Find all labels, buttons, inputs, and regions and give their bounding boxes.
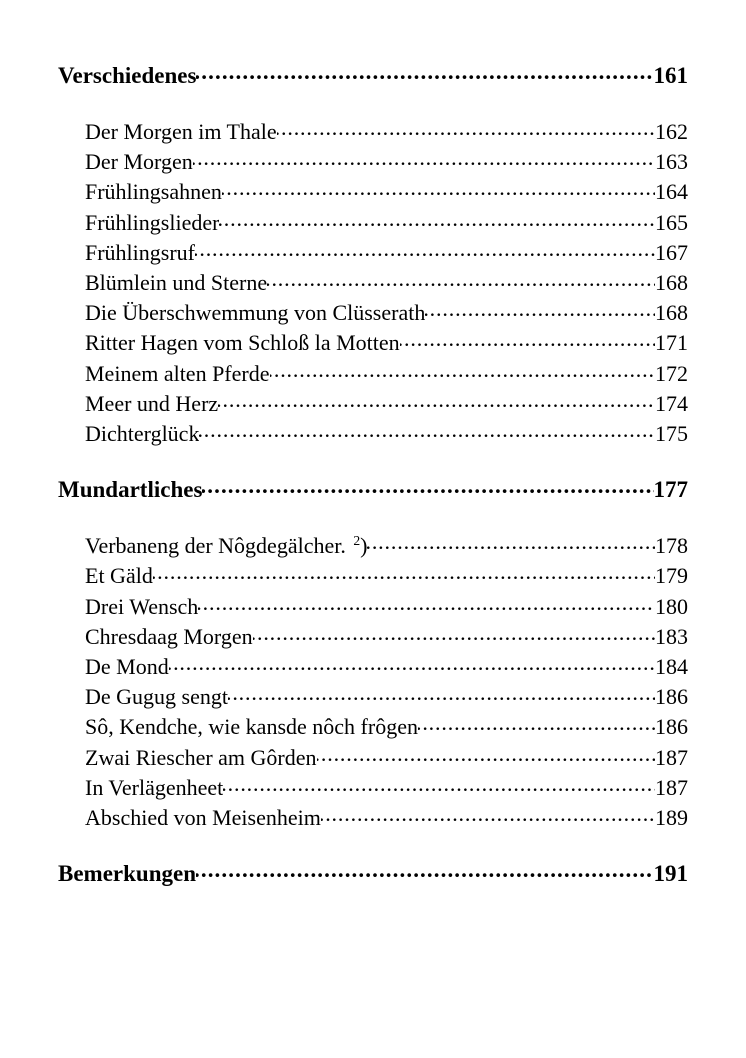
entry-title: Die Überschwemmung von Clüsserath [85,300,426,326]
entry-page-number: 186 [655,714,688,740]
dot-leader [222,177,655,199]
toc-section-1[interactable] [58,60,688,91]
toc-entry-row[interactable] [85,743,688,773]
dot-leader [400,328,655,350]
table-of-contents [58,60,688,889]
entry-page-number: 178 [655,533,688,559]
toc-entry-row[interactable] [85,298,688,328]
toc-entry-row[interactable] [85,419,688,449]
entry-title: In Verlägenheet [85,774,224,800]
entry-title: Frühlingsahnen [85,179,222,205]
entry-page-number: 171 [655,330,688,356]
entry-title: Chresdaag Morgen [85,623,253,649]
toc-entry-row[interactable] [85,328,688,358]
dot-leader [253,622,655,644]
entry-page-number: 165 [655,209,688,235]
toc-entry-row[interactable] [85,238,688,268]
entry-title: Blümlein und Sterne [85,270,268,296]
entry-page-number: 183 [655,623,688,649]
toc-entry-row[interactable] [85,712,688,742]
spacer [58,833,688,858]
entry-title: Sô, Kendche, wie kansde nôch frôgen [85,714,418,740]
dot-leader [198,592,655,614]
toc-entry-row[interactable] [85,268,688,298]
dot-leader [425,298,655,320]
entry-title: Drei Wensch [85,593,199,619]
entry-title: De Gugug sengt [85,684,228,710]
dot-leader [321,803,655,825]
dot-leader [317,743,655,765]
spacer [58,505,688,531]
toc-entry-list [85,531,688,833]
toc-entry-row[interactable] [85,561,688,591]
entry-title: Frühlingslieder [85,209,220,235]
entry-title: Meinem alten Pferde [85,360,270,386]
dot-leader [218,389,655,411]
toc-entry-row[interactable] [85,773,688,803]
toc-entry-row[interactable] [85,389,688,419]
dot-leader [193,147,655,169]
footnote-marker[interactable]: 2 [353,532,361,548]
dot-leader [219,208,655,230]
entry-page-number: 164 [655,179,688,205]
entry-title: Meer und Herz [85,390,219,416]
toc-entry-row[interactable] [85,117,688,147]
entry-page-number: 187 [655,774,688,800]
section-title: Mundartliches [58,477,203,503]
entry-title: De Mond [85,654,169,680]
dot-leader [199,419,655,441]
entry-title: Der Morgen im Thale [85,119,277,144]
entry-page-number: 180 [655,593,688,619]
section-title: Verschiedenes [58,63,197,88]
dot-leader [195,238,655,260]
dot-leader [418,712,655,734]
dot-leader [267,268,655,290]
section-page-number: 161 [653,63,688,88]
entry-title: Ritter Hagen vom Schloß la Motten [85,330,400,356]
entry-title: Zwai Riescher am Gôrden [85,744,317,770]
toc-entry-row[interactable] [85,531,688,561]
entry-page-number: 162 [655,119,688,144]
entry-title: Abschied von Meisenheim [85,805,321,831]
toc-section-2[interactable] [58,474,688,505]
entry-page-number: 167 [655,239,688,265]
entry-title: Verbaneng der Nôgdegälcher. $^2$) [85,532,368,559]
section-title: Bemerkungen [58,861,196,887]
entry-title: Frühlingsruf [85,239,195,265]
entry-title: Et Gäld [85,563,153,589]
section-page-number: 191 [653,861,688,887]
toc-entry-row[interactable] [85,652,688,682]
toc-entry-row[interactable] [85,177,688,207]
entry-page-number: 184 [655,654,688,680]
toc-entry-row[interactable] [85,208,688,238]
entry-page-number: 186 [655,684,688,710]
toc-entry-row[interactable] [85,803,688,833]
dot-leader [153,561,655,583]
dot-leader [270,359,656,381]
toc-entry-row[interactable] [85,147,688,177]
entry-page-number: 168 [655,300,688,326]
toc-entry-list [85,117,688,449]
entry-page-number: 168 [655,270,688,296]
entry-page-number: 163 [655,149,688,175]
entry-page-number: 174 [655,390,688,416]
dot-leader [228,682,655,704]
dot-leader [202,474,653,497]
entry-page-number: 189 [655,805,688,831]
spacer [58,91,688,117]
entry-page-number: 179 [655,563,688,589]
dot-leader [196,60,653,83]
dot-leader [169,652,655,674]
dot-leader [223,773,655,795]
toc-entry-row[interactable] [85,622,688,652]
dot-leader [277,117,655,139]
dot-leader [367,531,655,553]
entry-title: Der Morgen [85,149,193,175]
section-page-number: 177 [653,477,688,503]
spacer [58,449,688,474]
dot-leader [196,858,654,881]
entry-page-number: 187 [655,744,688,770]
toc-entry-row[interactable] [85,359,688,389]
entry-page-number: 172 [655,360,688,386]
toc-entry-row[interactable] [85,592,688,622]
toc-entry-row[interactable] [85,682,688,712]
entry-page-number: 175 [655,421,688,447]
toc-section-3[interactable] [58,858,688,889]
entry-title: Dichterglück [85,421,200,447]
